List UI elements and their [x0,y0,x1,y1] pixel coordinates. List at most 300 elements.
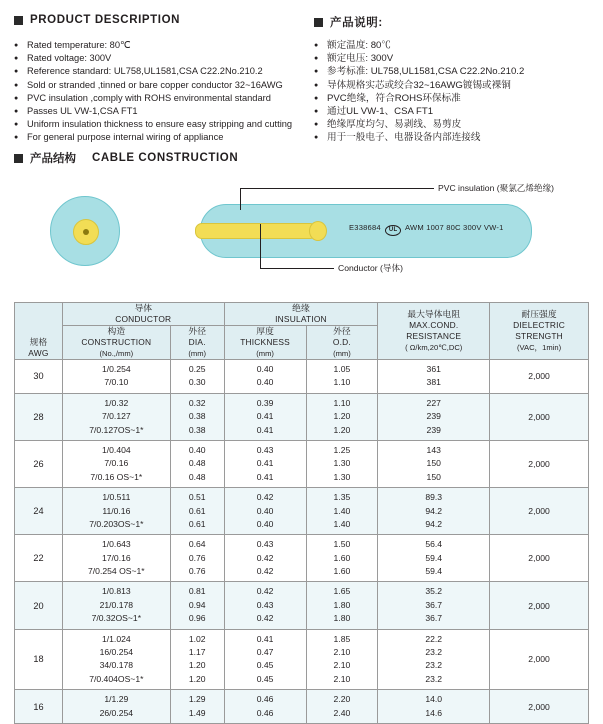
cell-od [306,360,378,394]
list-item: ● Passes UL VW-1,CSA FT1 [14,105,314,118]
dia-values [171,535,224,581]
cell-od [306,629,378,690]
header-construction-cn: 构造 [107,326,126,336]
table-row [15,690,589,724]
cell-od [306,690,378,724]
dia-values [171,394,224,440]
thickness-values [225,630,306,690]
cell-value: 227 [426,397,441,408]
thickness-values [225,394,306,440]
od-values [307,630,378,690]
cell-thickness [224,488,306,535]
thickness-values [225,690,306,723]
cell-value: 150 [426,458,441,469]
cell-value: 239 [426,424,441,435]
cell-value: 1.40 [333,518,351,529]
cell-resistance [378,393,490,440]
list-item: ● 额定温度: 80℃ [314,39,589,52]
header-construction-en: CONSTRUCTION [81,337,152,347]
cell-value: 7/0.32OS~1* [91,613,142,624]
construction-values [63,582,170,628]
construction-values [63,488,170,534]
cell-dielectric: 2,000 [490,535,589,582]
cell-od [306,582,378,629]
construction-values [63,690,170,723]
header-dielectric-cn: 耐压强度 [521,309,557,319]
description-list-en [14,39,314,145]
cell-value: 0.43 [256,599,274,610]
cell-value: 239 [426,411,441,422]
cable-conductor-end [309,221,327,241]
header-dielectric-en2: STRENGTH [515,331,563,341]
specification-table [14,302,589,724]
table-row [15,535,589,582]
cell-awg: 16 [15,690,63,724]
cell-value: 0.40 [256,505,274,516]
table-header-row-group [15,303,589,326]
cell-awg: 30 [15,360,63,394]
od-values [307,394,378,440]
cell-construction [62,535,170,582]
cell-value: 1/0.511 [102,492,131,503]
cell-value: 1.02 [188,633,206,644]
list-item: ● 导体规格实芯或绞合32~16AWG镀锡或裸铜 [314,79,589,92]
dia-values [171,360,224,393]
cell-awg: 28 [15,393,63,440]
cell-value: 0.39 [256,397,274,408]
table-body [15,360,589,724]
cell-dia [170,488,224,535]
list-item: ● PVC绝缘，符合ROHS环保标准 [314,92,589,105]
cell-dia [170,629,224,690]
cell-value: 35.2 [425,586,443,597]
construction-values [63,630,170,690]
cell-resistance [378,582,490,629]
cell-value: 2.10 [333,673,351,684]
cell-value: 1/0.813 [101,586,131,597]
list-item: ● Sold or stranded ,tinned or bare copper conductor 32~16AWG [14,79,314,92]
list-item: ● 通过UL VW-1、CSA FT1 [314,105,589,118]
conductor-leader-vertical [260,224,261,268]
insulation-leader-vertical [240,188,241,210]
cell-dielectric: 2,000 [490,393,589,440]
cell-value: 0.41 [256,411,274,422]
cell-construction [62,360,170,394]
cell-value: 0.40 [256,364,274,374]
cell-dielectric: 2,000 [490,360,589,394]
cell-value: 16/0.254 [99,647,134,658]
resistance-values [378,535,489,581]
list-item: ● 绝缘厚度均匀、易剥线、易剪皮 [314,118,589,131]
cell-value: 0.81 [188,586,206,597]
cell-value: 21/0.178 [99,599,134,610]
cell-value: 1.29 [188,694,206,705]
header-od [306,326,378,360]
dia-values [171,630,224,690]
cell-value: 1.35 [333,492,351,503]
header-insulation-en: INSULATION [275,314,327,324]
cell-value: 7/0.16 OS~1* [90,471,143,482]
cross-section-insulation [50,196,120,266]
resistance-values [378,690,489,723]
header-resistance-unit: ( Ω/km,20℃,DC) [405,343,463,352]
cell-value: 0.96 [188,613,206,624]
cell-thickness [224,582,306,629]
cell-value: 150 [426,471,441,482]
cell-value: 0.40 [188,444,206,455]
cell-construction [62,488,170,535]
product-description-header-cn [314,14,589,30]
cell-awg: 24 [15,488,63,535]
cell-value: 94.2 [425,505,443,516]
cell-value: 0.43 [256,539,274,550]
cable-body [200,204,532,258]
table-row [15,360,589,394]
header-insulation-cn: 绝缘 [292,303,310,313]
cell-value: 1.50 [333,539,351,550]
cell-value: 0.45 [256,660,274,671]
cell-value: 0.38 [188,424,206,435]
cell-resistance [378,360,490,394]
cell-resistance [378,629,490,690]
cell-thickness [224,535,306,582]
cell-value: 1.20 [333,411,351,422]
header-thickness-unit: (mm) [256,349,274,358]
cell-thickness [224,629,306,690]
cell-od [306,393,378,440]
resistance-values [378,441,489,487]
cell-value: 0.32 [188,397,206,408]
cable-construction-header [14,150,589,166]
cell-value: 1.20 [333,424,351,435]
cell-dia [170,690,224,724]
cell-awg: 26 [15,440,63,487]
cell-value: 1/1.29 [104,694,129,705]
cell-construction [62,582,170,629]
cell-value: 7/0.254 OS~1* [88,566,145,577]
cell-value: 1.30 [333,471,351,482]
cell-value: 0.61 [188,505,206,516]
cell-value: 0.38 [188,411,206,422]
cell-dielectric: 2,000 [490,488,589,535]
cell-value: 0.46 [256,694,274,705]
cell-value: 0.76 [188,552,206,563]
thickness-values [225,582,306,628]
thickness-values [225,360,306,393]
od-values [307,690,378,723]
list-item: ● 参考标准: UL758,UL1581,CSA C22.2No.210.2 [314,65,589,78]
cell-value: 7/0.127 [101,411,131,422]
resistance-values [378,360,489,393]
thickness-values [225,488,306,534]
cell-value: 1/0.643 [101,539,131,550]
cell-value: 0.45 [256,673,274,684]
cell-value: 7/0.203OS~1* [89,518,144,529]
header-resistance-en2: RESISTANCE [406,331,462,341]
construction-values [63,360,170,393]
od-values [307,535,378,581]
cell-value: 59.4 [425,552,443,563]
construction-values [63,441,170,487]
cell-value: 0.42 [256,566,274,577]
cell-od [306,440,378,487]
header-dia-en: DIA. [188,337,206,347]
cell-value: 361 [426,364,441,374]
cell-dia [170,440,224,487]
cell-dielectric: 2,000 [490,440,589,487]
cell-resistance [378,690,490,724]
cell-construction [62,393,170,440]
od-values [307,441,378,487]
product-description-title-en: PRODUCT DESCRIPTION [30,14,181,26]
cell-dielectric: 2,000 [490,582,589,629]
cell-value: 1.80 [333,613,351,624]
od-values [307,360,378,393]
cell-value: 0.51 [188,492,206,503]
cell-value: 36.7 [425,613,443,624]
header-resistance-en1: MAX.COND. [409,320,459,330]
cell-value: 56.4 [425,539,443,550]
resistance-values [378,394,489,440]
header-construction [62,326,170,360]
list-item: ● For general purpose internal wiring of appliance [14,131,314,144]
header-insulation [224,303,378,326]
header-dielectric [490,303,589,360]
cell-awg: 18 [15,629,63,690]
list-item: ● PVC insulation ,comply with ROHS environmental standard [14,92,314,105]
cell-value: 1.17 [188,647,206,658]
header-conductor-cn: 导体 [134,303,153,313]
table-row [15,488,589,535]
cell-value: 1.49 [188,707,206,718]
header-od-unit: (mm) [333,349,351,358]
header-awg-cn: 规格 [29,337,48,347]
bullet-square-icon [14,16,23,25]
product-description-section [14,14,589,145]
cell-value: 0.64 [188,539,206,550]
cell-value: 23.2 [425,660,443,671]
list-item: ● Rated voltage: 300V [14,52,314,65]
cell-value: 36.7 [425,599,443,610]
cell-value: 23.2 [425,647,443,658]
cell-value: 7/0.16 [104,458,129,469]
cell-value: 1.80 [333,599,351,610]
construction-title-cn: 产品结构 [30,153,76,165]
cell-value: 0.42 [256,613,274,624]
cell-value: 0.43 [256,444,274,455]
cell-construction [62,690,170,724]
thickness-values [225,535,306,581]
od-values [307,488,378,534]
cell-value: 1.20 [188,660,206,671]
cell-od [306,535,378,582]
cell-value: 0.25 [188,364,206,374]
header-resistance-cn: 最大导体电阻 [407,309,461,319]
cell-value: 2.20 [333,694,351,705]
cell-value: 0.61 [188,518,206,529]
cell-value: 0.42 [256,586,274,597]
header-od-en: O.D. [332,337,351,347]
conductor-label: Conductor (导体) [338,263,403,273]
header-resistance [378,303,490,360]
header-thickness-en: THICKNESS [240,337,290,347]
cell-value: 1/0.404 [101,444,131,455]
header-dielectric-en1: DIELECTRIC [513,320,565,330]
cell-value: 0.40 [256,377,274,388]
list-item: ● Reference standard: UL758,UL1581,CSA C22.2No.210.2 [14,65,314,78]
cell-value: 1.10 [333,397,351,408]
list-item: ● Uniform insulation thickness to ensure easy stripping and cutting [14,118,314,131]
cell-value: 0.42 [256,492,274,503]
cell-value: 1.05 [333,364,351,374]
bullet-square-icon-cn [314,18,323,27]
cell-value: 0.40 [256,518,274,529]
cell-value: 17/0.16 [101,552,131,563]
cell-construction [62,440,170,487]
cell-value: 0.76 [188,566,206,577]
cell-value: 1.60 [333,552,351,563]
cell-value: 7/0.404OS~1* [89,673,144,684]
cell-value: 23.2 [425,673,443,684]
table-row [15,629,589,690]
table-row [15,393,589,440]
bullet-square-icon-construction [14,154,23,163]
cell-awg: 20 [15,582,63,629]
cell-construction [62,629,170,690]
insulation-label: PVC insulation (聚氯乙烯绝缘) [438,183,555,193]
thickness-values [225,441,306,487]
list-item: ● 用于一般电子、电器设备内部连接线 [314,131,589,144]
cell-resistance [378,535,490,582]
cell-resistance [378,440,490,487]
dia-values [171,582,224,628]
construction-title-en: CABLE CONSTRUCTION [92,152,239,164]
cell-value: 7/0.127OS~1* [89,424,144,435]
cell-value: 7/0.10 [104,377,129,388]
cell-dia [170,393,224,440]
cell-thickness [224,360,306,394]
cable-print-text [349,223,504,235]
construction-values [63,535,170,581]
cell-dia [170,582,224,629]
description-list-cn [314,39,589,145]
header-awg-en: AWG [28,348,49,358]
cell-value: 1.85 [333,633,351,644]
list-item: ● 额定电压: 300V [314,52,589,65]
cell-value: 2.10 [333,660,351,671]
cable-print-code: E338684 [349,223,381,232]
header-awg [15,303,63,360]
cable-conductor [195,223,317,239]
cell-value: 11/0.16 [102,505,131,516]
cell-thickness [224,440,306,487]
header-od-cn: 外径 [333,326,351,336]
cell-awg: 22 [15,535,63,582]
product-description-title-cn: 产品说明: [330,17,383,29]
resistance-values [378,582,489,628]
construction-values [63,394,170,440]
cell-dia [170,535,224,582]
dia-values [171,441,224,487]
header-dia [170,326,224,360]
cell-value: 1.60 [333,566,351,577]
resistance-values [378,488,489,534]
cell-value: 14.0 [425,694,443,705]
conductor-leader-horizontal [260,268,334,269]
cable-print-rating: AWM 1007 80C 300V VW-1 [405,223,504,232]
table-row [15,440,589,487]
dia-values [171,488,224,534]
cell-value: 1.40 [333,505,351,516]
ul-logo-icon: UL [385,225,401,236]
header-conductor [62,303,224,326]
cell-value: 1/0.32 [104,397,129,408]
header-thickness-cn: 厚度 [256,326,274,336]
header-construction-unit: (No.,/mm) [99,349,134,358]
cell-thickness [224,690,306,724]
cell-dielectric: 2,000 [490,629,589,690]
cell-value: 22.2 [425,633,443,644]
cell-value: 1.10 [333,377,351,388]
cell-value: 59.4 [425,566,443,577]
cross-section-conductor [73,219,99,245]
cable-diagram [14,174,589,284]
header-dia-unit: (mm) [188,349,207,358]
cell-value: 0.48 [188,471,206,482]
cell-value: 0.94 [188,599,206,610]
cell-value: 34/0.178 [99,660,134,671]
cell-value: 0.41 [256,633,274,644]
header-thickness [224,326,306,360]
cell-value: 1.20 [188,673,206,684]
cell-value: 0.42 [256,552,274,563]
cell-value: 0.48 [188,458,206,469]
cell-value: 1/0.254 [101,364,131,374]
cell-value: 0.46 [256,707,274,718]
cross-section-center-dot [83,229,89,235]
dia-values [171,690,224,723]
cell-value: 0.41 [256,471,274,482]
header-dia-cn: 外径 [188,326,206,336]
cell-value: 0.41 [256,424,274,435]
cable-construction-section [14,150,589,284]
list-item: ● Rated temperature: 80℃ [14,39,314,52]
product-description-header [14,14,314,26]
table-row [15,582,589,629]
cell-value: 1.25 [333,444,351,455]
cell-od [306,488,378,535]
cell-value: 1/1.024 [101,633,131,644]
cell-value: 143 [426,444,441,455]
cell-value: 94.2 [425,518,443,529]
cell-value: 2.10 [333,647,351,658]
header-dielectric-unit: (VAC，1min) [516,343,562,352]
cell-thickness [224,393,306,440]
cell-value: 0.47 [256,647,274,658]
header-conductor-en: CONDUCTOR [115,314,172,324]
cell-value: 381 [426,377,441,388]
cell-value: 14.6 [425,707,443,718]
cell-value: 0.30 [188,377,206,388]
cell-dia [170,360,224,394]
cell-value: 26/0.254 [99,707,134,718]
od-values [307,582,378,628]
cell-value: 1.30 [333,458,351,469]
cell-resistance [378,488,490,535]
cell-value: 0.41 [256,458,274,469]
cell-value: 1.65 [333,586,351,597]
cell-value: 2.40 [333,707,351,718]
